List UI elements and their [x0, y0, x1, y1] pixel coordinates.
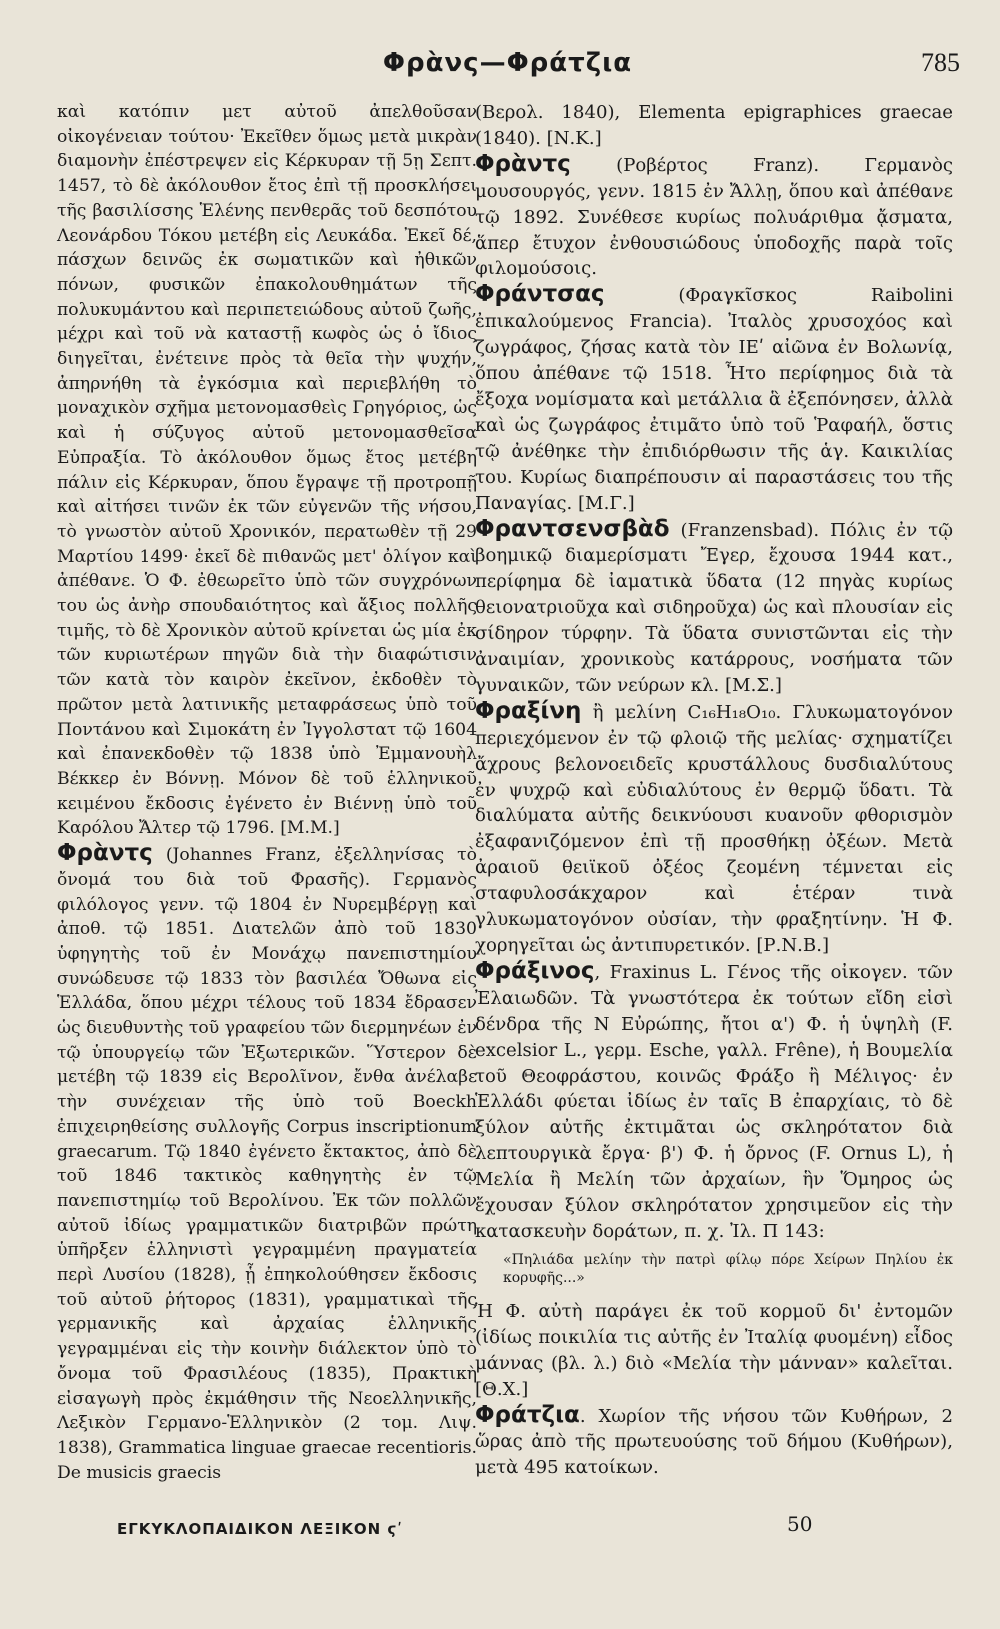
entry-text: . Χωρίον τῆς νήσου τῶν Κυθήρων, 2 ὥρας ἀπὸ τῆς πρωτευούσης τοῦ δήμου (Κυθήρων), μετὰ 495 κατοίκων.	[475, 1405, 953, 1479]
entry-headword: Φρὰντς	[475, 150, 571, 177]
entry-text: (Franzensbad). Πόλις ἐν τῷ βοημικῷ διαμερίσματι Ἔγερ, ἔχουσα 1944 κατ., περίφημα δὲ ἰαματικὰ ὕδατα (12 πηγὰς κυρίως θειονατριοῦχα καὶ σιδηροῦχα) ὡς καὶ πλουσίαν εἰς σίδηρον τύρφην. Τὰ ὕδατα συνιστῶνται εἰς τὴν ἀναιμίαν, χρονικοὺς κατάρρους, νοσήματα τῶν γυναικῶν, τῶν νεύρων κλ. [Μ.Σ.]	[475, 519, 953, 696]
dictionary-entry	[475, 152, 953, 283]
signature-mark: ΕΓΚΥΚΛΟΠΑΙΔΙΚΟΝ ΛΕΞΙΚΟΝ ϛʹ	[117, 1520, 403, 1538]
entry-text: Ἡ Φ. αὐτὴ παράγει ἐκ τοῦ κορμοῦ δι' ἐντομῶν (ἰδίως ποικιλία τις αὐτῆς ἐν Ἰταλίᾳ φυομένη) εἶδος μάννας (βλ. λ.) διὸ «Μελία τὴν μάνναν» καλεῖται. [Θ.Χ.]	[475, 1300, 953, 1400]
sheet-number: 50	[787, 1512, 813, 1536]
entry-text: , Fraxinus L. Γένος τῆς οἰκογεν. τῶν Ἐλαιωδῶν. Τὰ γνωστότερα ἐκ τούτων εἴδη εἰσὶ δένδρα τῆς Ν Εὐρώπης, ἤτοι α') Φ. ἡ ὑψηλὴ (F. excelsior L., γερμ. Esche, γαλλ. Frêne), ἡ Βουμελία τοῦ Θεοφράστου, κοινῶς Φράξο ἢ Μέλιγος· ἐν Ἑλλάδι φύεται ἰδίως ἐν ταῖς Β ἐπαρχίαις, τὸ δὲ ξύλον αὐτῆς ἐκτιμᾶται ὡς σκληρότατον διὰ λεπτουργικὰ ἔργα· β') Φ. ἡ ὄρνος (F. Ornus L), ἡ Μελία ἢ Μελίη τῶν ἀρχαίων, ἣν Ὅμηρος ὡς ἔχουσαν ξύλον σκληρότατον χρησιμεῦον εἰς τὴν κατασκευὴν δοράτων, π. χ. Ἰλ. Π 143:	[475, 961, 953, 1242]
entry-text: ἢ μελίνη C₁₆H₁₈O₁₀. Γλυκωματογόνον περιεχόμενον ἐν τῷ φλοιῷ τῆς μελίας· σχηματίζει ἄχρους βελονοειδεῖς κρυστάλλους δυσδιαλύτους ἐν ψυχρῷ καὶ εὐδιαλύτους ἐν θερμῷ ὕδατι. Τὰ διαλύματα αὐτῆς δεικνύουσι κυανοῦν φθορισμὸν ἐξαφανιζόμενον ἐπὶ τῇ προσθήκῃ ὀξέων. Μετὰ ἀραιοῦ θειϊκοῦ ὀξέος ζεομένη τέμνεται εἰς σταφυλοσάκχαρον καὶ ἑτέραν τινὰ γλυκωματογόνον οὐσίαν, τὴν φραξητίνην. Ἡ Φ. χορηγεῖται ὡς ἀντιπυρετικόν. [Ρ.Ν.Β.]	[475, 701, 953, 956]
entry-continuation	[57, 100, 477, 841]
dictionary-entry	[475, 1403, 953, 1482]
entry-text: καὶ κατόπιν μετ αὐτοῦ ἀπελθοῦσαν οἰκογένειαν τούτου· Ἐκεῖθεν ὅμως μετὰ μικρὰν διαμονὴν ἐπέστρεψεν εἰς Κέρκυραν τῇ 5ῃ Σεπτ. 1457, τὸ δὲ ἀκόλουθον ἔτος ἐπὶ τῇ προσκλήσει τῆς βασιλίσσης Ἑλένης πενθερᾶς τοῦ δεσπότου Λεονάρδου Τόκου μετέβη εἰς Λευκάδα. Ἐκεῖ δέ, πάσχων δεινῶς ἐκ σωματικῶν καὶ ἠθικῶν πόνων, φυσικῶν ἐπακολουθημάτων τῆς πολυκυμάντου καὶ περιπετειώδους αὐτοῦ ζωῆς, μέχρι καὶ τοῦ νὰ καταστῇ κωφὸς ὡς ὁ ἴδιος διηγεῖται, ἐνέτεινε πρὸς τὰ θεῖα τὴν ψυχήν, ἀπηρνήθη τὰ ἐγκόσμια καὶ περιεβλήθη τὸ μοναχικὸν σχῆμα μετονομασθεὶς Γρηγόριος, ὡς καὶ ἡ σύζυγος αὐτοῦ μετονομασθεῖσα Εὐπραξία. Τὸ ἀκόλουθον ὅμως ἔτος μετέβη πάλιν εἰς Κέρκυραν, ὅπου ἔγραψε τῇ προτροπῇ καὶ αἰτήσει τινῶν ἐκ τῶν εὐγενῶν τῆς νήσου, τὸ γνωστὸν αὐτοῦ Χρονικόν, περατωθὲν τῇ 29 Μαρτίου 1499· ἐκεῖ δὲ πιθανῶς μετ' ὀλίγον καὶ ἀπέθανε. Ὁ Φ. ἐθεωρεῖτο ὑπὸ τῶν συγχρόνων του ὡς ἀνὴρ σπουδαιότητος καὶ ἄξιος πολλῆς τιμῆς, τὸ δὲ Χρονικὸν αὐτοῦ κρίνεται ὡς μία ἐκ τῶν κυριωτέρων πηγῶν διὰ τὴν διαφώτισιν τῶν κατὰ τὸν καιρὸν ἐκεῖνον, ἐκδοθὲν τὸ πρῶτον μετὰ λατινικῆς μεταφράσεως ὑπὸ τοῦ Ποντάνου καὶ Σιμοκάτη ἐν Ἰγγολστατ τῷ 1604 καὶ ἐπανεκδοθὲν τῷ 1838 ὑπὸ Ἐμμανουὴλ Βέκκερ ἐν Βόννῃ. Μόνον δὲ τοῦ ἑλληνικοῦ κειμένου ἔκδοσις ἐγένετο ἐν Βιέννῃ ὑπὸ τοῦ Καρόλου Ἄλτερ τῷ 1796. [Μ.Μ.]	[57, 102, 477, 839]
dictionary-entry	[475, 959, 953, 1245]
entry-continuation	[475, 1299, 953, 1403]
dictionary-entry	[475, 282, 953, 516]
dictionary-entry	[57, 841, 477, 1485]
verse-quote: «Πηλιάδα μελίην τὴν πατρὶ φίλῳ πόρε Χείρων Πηλίου ἐκ κορυφῆς...»	[503, 1251, 953, 1286]
right-column	[475, 100, 953, 1481]
page-footer	[57, 1512, 957, 1550]
dictionary-entry	[475, 517, 953, 699]
entry-headword: Φραξίνη	[475, 697, 582, 724]
page-number: 785	[921, 48, 960, 77]
entry-text: (Ροβέρτος Franz). Γερμανὸς μουσουργός, γενν. 1815 ἐν Ἄλλῃ, ὅπου καὶ ἀπέθανε τῷ 1892. Συνέθεσε κυρίως πολυάριθμα ᾄσματα, ἅπερ ἔτυχον ἐνθουσιώδους ὑποδοχῆς παρὰ τοῖς φιλομούσοις.	[475, 154, 953, 280]
entry-text: (Φραγκῖσκος Raibolini ἐπικαλούμενος Francia). Ἰταλὸς χρυσοχόος καὶ ζωγράφος, ζήσας κατὰ τὸν ΙΕʹ αἰῶνα ἐν Βολωνίᾳ, ὅπου ἀπέθανε τῷ 1518. Ἦτο περίφημος διὰ τὰ ἔξοχα νομίσματα καὶ μετάλλια ἃ ἐξεπόνησεν, ἀλλὰ καὶ ὡς ζωγράφος ἐτιμᾶτο ὑπὸ τοῦ Ῥαφαήλ, ὅστις τῷ ἀνέθηκε τὴν ἐπιδιόρθωσιν τῆς ἁγ. Καικιλίας του. Κυρίως διαπρέπουσιν αἱ παραστάσεις του τῆς Παναγίας. [Μ.Γ.]	[475, 285, 953, 514]
running-title: Φρὰνς—Φράτζια	[382, 48, 633, 78]
entry-text: (Βερολ. 1840), Elementa epigraphices graecae (1840). [Ν.Κ.]	[475, 102, 953, 149]
dictionary-entry	[475, 699, 953, 959]
entry-headword: Φρὰντς	[57, 840, 153, 867]
entry-headword: Φράντσας	[475, 281, 605, 308]
entry-headword: Φράξινος	[475, 957, 595, 984]
left-column	[57, 100, 477, 1485]
entry-headword: Φράτζια	[475, 1401, 580, 1428]
entry-headword: Φραντσενσβὰδ	[475, 515, 670, 542]
entry-continuation	[475, 100, 953, 152]
entry-text: (Johannes Franz, ἐξελληνίσας τὸ ὄνομά του διὰ τοῦ Φρασῆς). Γερμανὸς φιλόλογος γενν. τῷ 1804 ἐν Νυρεμβέργῃ καὶ ἀποθ. τῷ 1851. Διατελῶν ἀπὸ τοῦ 1830 ὑφηγητὴς τοῦ ἐν Μονάχῳ πανεπιστημίου συνώδευσε τῷ 1833 τὸν βασιλέα Ὄθωνα εἰς Ἑλλάδα, ὅπου μέχρι τέλους τοῦ 1834 ἔδρασεν ὡς διευθυντὴς τοῦ γραφείου τῶν διερμηνέων ἐν τῷ ὑπουργείῳ τῶν Ἐξωτερικῶν. Ὕστερον δὲ μετέβη τῷ 1839 εἰς Βερολῖνον, ἔνθα ἀνέλαβε τὴν συνέχειαν τῆς ὑπὸ τοῦ Boeckh ἐπιχειρηθείσης συλλογῆς Corpus inscriptionum graecarum. Τῷ 1840 ἐγένετο ἔκτακτος, ἀπὸ δὲ τοῦ 1846 τακτικὸς καθηγητὴς ἐν τῷ πανεπιστημίῳ τοῦ Βερολίνου. Ἐκ τῶν πολλῶν αὐτοῦ ἰδίως γραμματικῶν διατριβῶν πρώτη ὑπῆρξεν ἑλληνιστὶ γεγραμμένη πραγματεία περὶ Λυσίου (1828), ᾗ ἐπηκολούθησεν ἔκδοσις τοῦ αὐτοῦ ῥήτορος (1831), γραμματικαὶ τῆς γερμανικῆς καὶ ἀρχαίας ἑλληνικῆς γεγραμμέναι εἰς τὴν κοινὴν διάλεκτον ὑπὸ τὸ ὄνομα τοῦ Φρασιλέους (1835), Πρακτικὴ εἰσαγωγὴ πρὸς ἐκμάθησιν τῆς Νεοελληνικῆς, Λεξικὸν Γερμανο-Ἑλληνικὸν (2 τομ. Λιψ. 1838), Grammatica linguae graecae recentioris. De musicis graecis	[57, 845, 477, 1483]
page-header	[55, 48, 960, 88]
